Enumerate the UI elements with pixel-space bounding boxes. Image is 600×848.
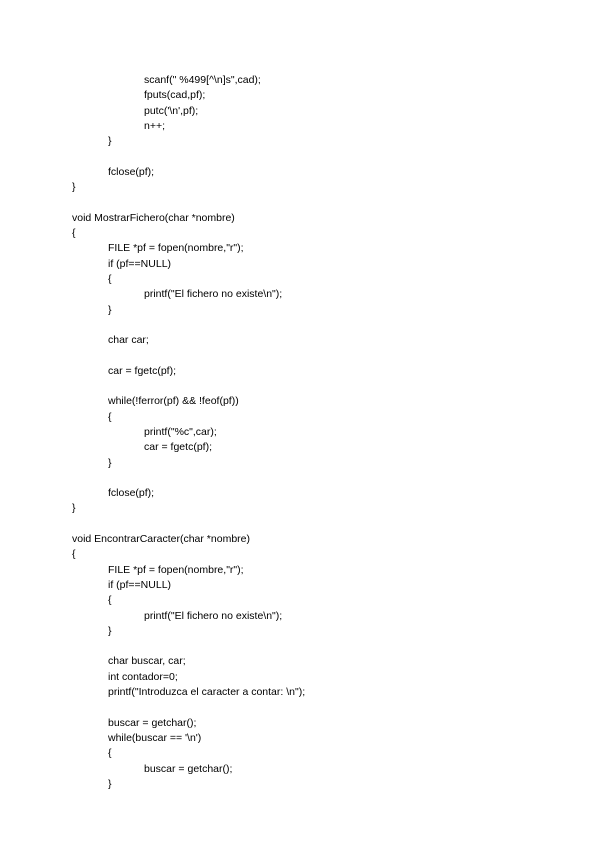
code-line: printf("El fichero no existe\n"); xyxy=(144,609,283,622)
code-line: { xyxy=(108,747,112,760)
code-line: char buscar, car; xyxy=(108,655,186,668)
code-line: { xyxy=(108,410,112,423)
code-line: while(buscar == '\n') xyxy=(108,731,202,744)
code-line: } xyxy=(108,624,112,637)
code-line: } xyxy=(108,135,112,148)
code-line: void MostrarFichero(char *nombre) xyxy=(72,211,235,224)
code-line: if (pf==NULL) xyxy=(108,578,172,591)
code-line: while(!ferror(pf) && !feof(pf)) xyxy=(108,395,239,408)
code-line: int contador=0; xyxy=(108,670,178,683)
code-line: } xyxy=(108,777,112,790)
code-line: buscar = getchar(); xyxy=(144,762,233,775)
code-line: void EncontrarCaracter(char *nombre) xyxy=(72,533,250,545)
code-line: } xyxy=(72,181,76,194)
code-line: } xyxy=(108,303,112,316)
code-line: { xyxy=(72,548,76,561)
code-line: { xyxy=(108,272,112,285)
code-line: } xyxy=(108,456,112,469)
code-line: printf("El fichero no existe\n"); xyxy=(144,288,283,301)
code-line: fclose(pf); xyxy=(108,165,155,178)
code-line: FILE *pf = fopen(nombre,"r"); xyxy=(108,563,244,576)
code-line: scanf(" %499[^\n]s",cad); xyxy=(144,74,261,86)
code-line: car = fgetc(pf); xyxy=(144,441,212,454)
code-line: FILE *pf = fopen(nombre,"r"); xyxy=(108,242,244,255)
code-line: char car; xyxy=(108,334,149,347)
code-line: printf("Introduzca el caracter a contar: \n"); xyxy=(108,686,306,698)
code-line: n++; xyxy=(144,119,166,132)
code-line: fputs(cad,pf); xyxy=(144,89,206,102)
code-line: if (pf==NULL) xyxy=(108,257,172,270)
code-line: { xyxy=(72,227,76,239)
code-line: printf("%c",car); xyxy=(144,425,217,438)
code-line: buscar = getchar(); xyxy=(108,716,197,729)
code-line: { xyxy=(108,594,112,607)
code-line: fclose(pf); xyxy=(108,487,155,500)
code-line: putc('\n',pf); xyxy=(144,104,199,117)
code-line: } xyxy=(72,502,76,515)
code-line: car = fgetc(pf); xyxy=(108,364,176,377)
